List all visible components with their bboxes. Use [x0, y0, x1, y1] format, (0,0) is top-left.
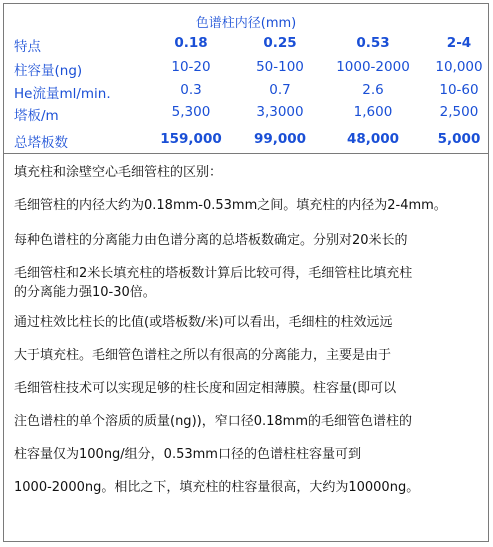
table-row: [4, 82, 488, 102]
cell-2-4: 10,000: [435, 59, 483, 75]
row-label: 总塔板数: [14, 135, 68, 151]
row-label: He流量ml/min.: [14, 86, 111, 102]
cell-2-4: 2,500: [439, 104, 479, 120]
row-label: 柱容量(ng): [14, 63, 83, 79]
table-row: [4, 59, 488, 79]
cell-2-4: 10-60: [439, 82, 479, 98]
table-divider: [4, 153, 488, 154]
cell-0.18: 5,300: [171, 104, 211, 120]
paragraph-line: 通过柱效比柱长的比值(或塔板数/米)可以看出，毛细柱的柱效远远: [14, 315, 393, 330]
cell-0.18: 10-20: [171, 59, 211, 75]
row-label: 特点: [14, 39, 41, 55]
cell-0.25: 3,3000: [256, 104, 304, 120]
paragraph-line: 毛细管柱技术可以实现足够的柱长度和固定相薄膜。柱容量(即可以: [14, 381, 397, 396]
section-heading: 填充柱和涂壁空心毛细管柱的区别：: [14, 165, 223, 180]
paragraph-line: 大于填充柱。毛细管色谱柱之所以有很高的分离能力，主要是由于: [14, 348, 392, 363]
paragraph-line: 注色谱柱的单个溶质的质量(ng))，窄口径0.18mm的毛细管色谱柱的: [14, 414, 412, 429]
cell-0.18: 0.18: [174, 35, 208, 51]
paragraph-line: 每种色谱柱的分离能力由色谱分离的总塔板数确定。分别对20米长的: [14, 233, 408, 248]
table-row: [4, 104, 488, 124]
paragraph-line: 柱容量仅为100ng/组分，0.53mm口径的色谱柱柱容量可到: [14, 447, 361, 462]
cell-0.53: 1,600: [353, 104, 393, 120]
cell-0.53: 2.6: [362, 82, 384, 98]
paragraph-line: 毛细管柱和2米长填充柱的塔板数计算后比较可得，毛细管柱比填充柱: [14, 266, 413, 281]
cell-2-4: 2-4: [446, 35, 472, 51]
cell-0.25: 0.7: [269, 82, 291, 98]
cell-0.18: 0.3: [180, 82, 202, 98]
cell-0.18: 159,000: [160, 131, 222, 147]
table-row: [4, 35, 488, 55]
paragraph-line: 1000-2000ng。相比之下，填充柱的柱容量很高，大约为10000ng。: [14, 480, 420, 495]
cell-0.25: 0.25: [263, 35, 297, 51]
cell-0.25: 99,000: [253, 131, 307, 147]
cell-0.53: 48,000: [346, 131, 400, 147]
document-frame: [3, 3, 489, 542]
cell-0.53: 0.53: [356, 35, 390, 51]
paragraph-line: 的分离能力强10-30倍。: [14, 285, 156, 300]
cell-2-4: 5,000: [437, 131, 481, 147]
table-row: [4, 131, 488, 151]
table-caption: 色谱柱内径(mm): [195, 16, 297, 31]
row-label: 塔板/m: [14, 108, 59, 124]
cell-0.25: 50-100: [256, 59, 304, 75]
cell-0.53: 1000-2000: [336, 59, 410, 75]
paragraph-line: 毛细管柱的内径大约为0.18mm-0.53mm之间。填充柱的内径为2-4mm。: [14, 198, 447, 213]
